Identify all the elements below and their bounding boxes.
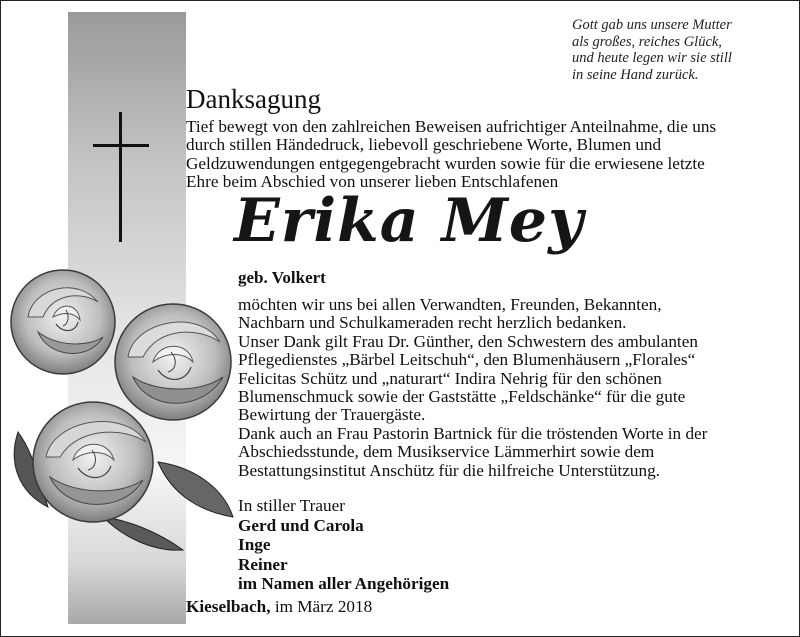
intro-paragraph [186, 118, 756, 192]
intro-line: Ehre beim Abschied von unserer lieben Entschlafenen [186, 172, 559, 192]
signature-block [238, 496, 449, 594]
date: im März 2018 [274, 597, 373, 616]
signature-name: Reiner [238, 554, 288, 574]
poem-line: und heute legen wir sie still [572, 50, 732, 66]
body-line: Felicitas Schütz und „naturart“ Indira Nehrig für den schönen [238, 368, 662, 388]
intro-line: Tief bewegt von den zahlreichen Beweisen aufrichtiger Anteilnahme, die uns [186, 117, 717, 136]
body-line: möchten wir uns bei allen Verwandten, Freunden, Bekannten, [238, 295, 662, 314]
poem [572, 17, 787, 83]
birth-name: geb. Volkert [238, 268, 326, 287]
signature-name: Gerd und Carola [238, 515, 364, 535]
signature-name: im Namen aller Angehörigen [238, 574, 450, 593]
body-line: Blumenschmuck sowie der Gaststätte „Feldschänke“ für die gute [238, 387, 686, 407]
body-line: Dank auch an Frau Pastorin Bartnick für die tröstenden Worte in der [238, 423, 708, 443]
body-line: Bewirtung der Trauergäste. [238, 405, 426, 425]
page-title: Danksagung [186, 84, 321, 114]
thanks-paragraph [238, 296, 758, 480]
body-line: Bestattungsinstitut Anschütz für die hilfreiche Unterstützung. [238, 460, 660, 480]
body-line: Unser Dank gilt Frau Dr. Günther, den Schwestern des ambulanten [238, 331, 698, 351]
poem-line: in seine Hand zurück. [572, 66, 699, 83]
intro-line: Geldzuwendungen entgegengebracht wurden sowie für die erwiesene letzte [186, 153, 705, 173]
poem-line: Gott gab uns unsere Mutter [572, 17, 732, 33]
place-date [186, 597, 372, 617]
signature-name: Inge [238, 535, 271, 554]
place: Kieselbach, [186, 597, 271, 616]
deceased-name: Erika Mey [234, 186, 584, 256]
body-line: Pflegedienstes „Bärbel Leitschuh“, den Blumenhäusern „Florales“ [238, 350, 696, 370]
body-line: Abschiedsstunde, dem Musikservice Lämmerhirt sowie dem [238, 442, 655, 462]
cross-icon [93, 112, 149, 242]
roses-image [8, 262, 240, 562]
body-line: Nachbarn und Schulkameraden recht herzlich bedanken. [238, 313, 627, 333]
signature-intro: In stiller Trauer [238, 496, 345, 515]
intro-line: durch stillen Händedruck, liebevoll geschriebene Worte, Blumen und [186, 135, 662, 155]
poem-line: als großes, reiches Glück, [572, 33, 722, 50]
